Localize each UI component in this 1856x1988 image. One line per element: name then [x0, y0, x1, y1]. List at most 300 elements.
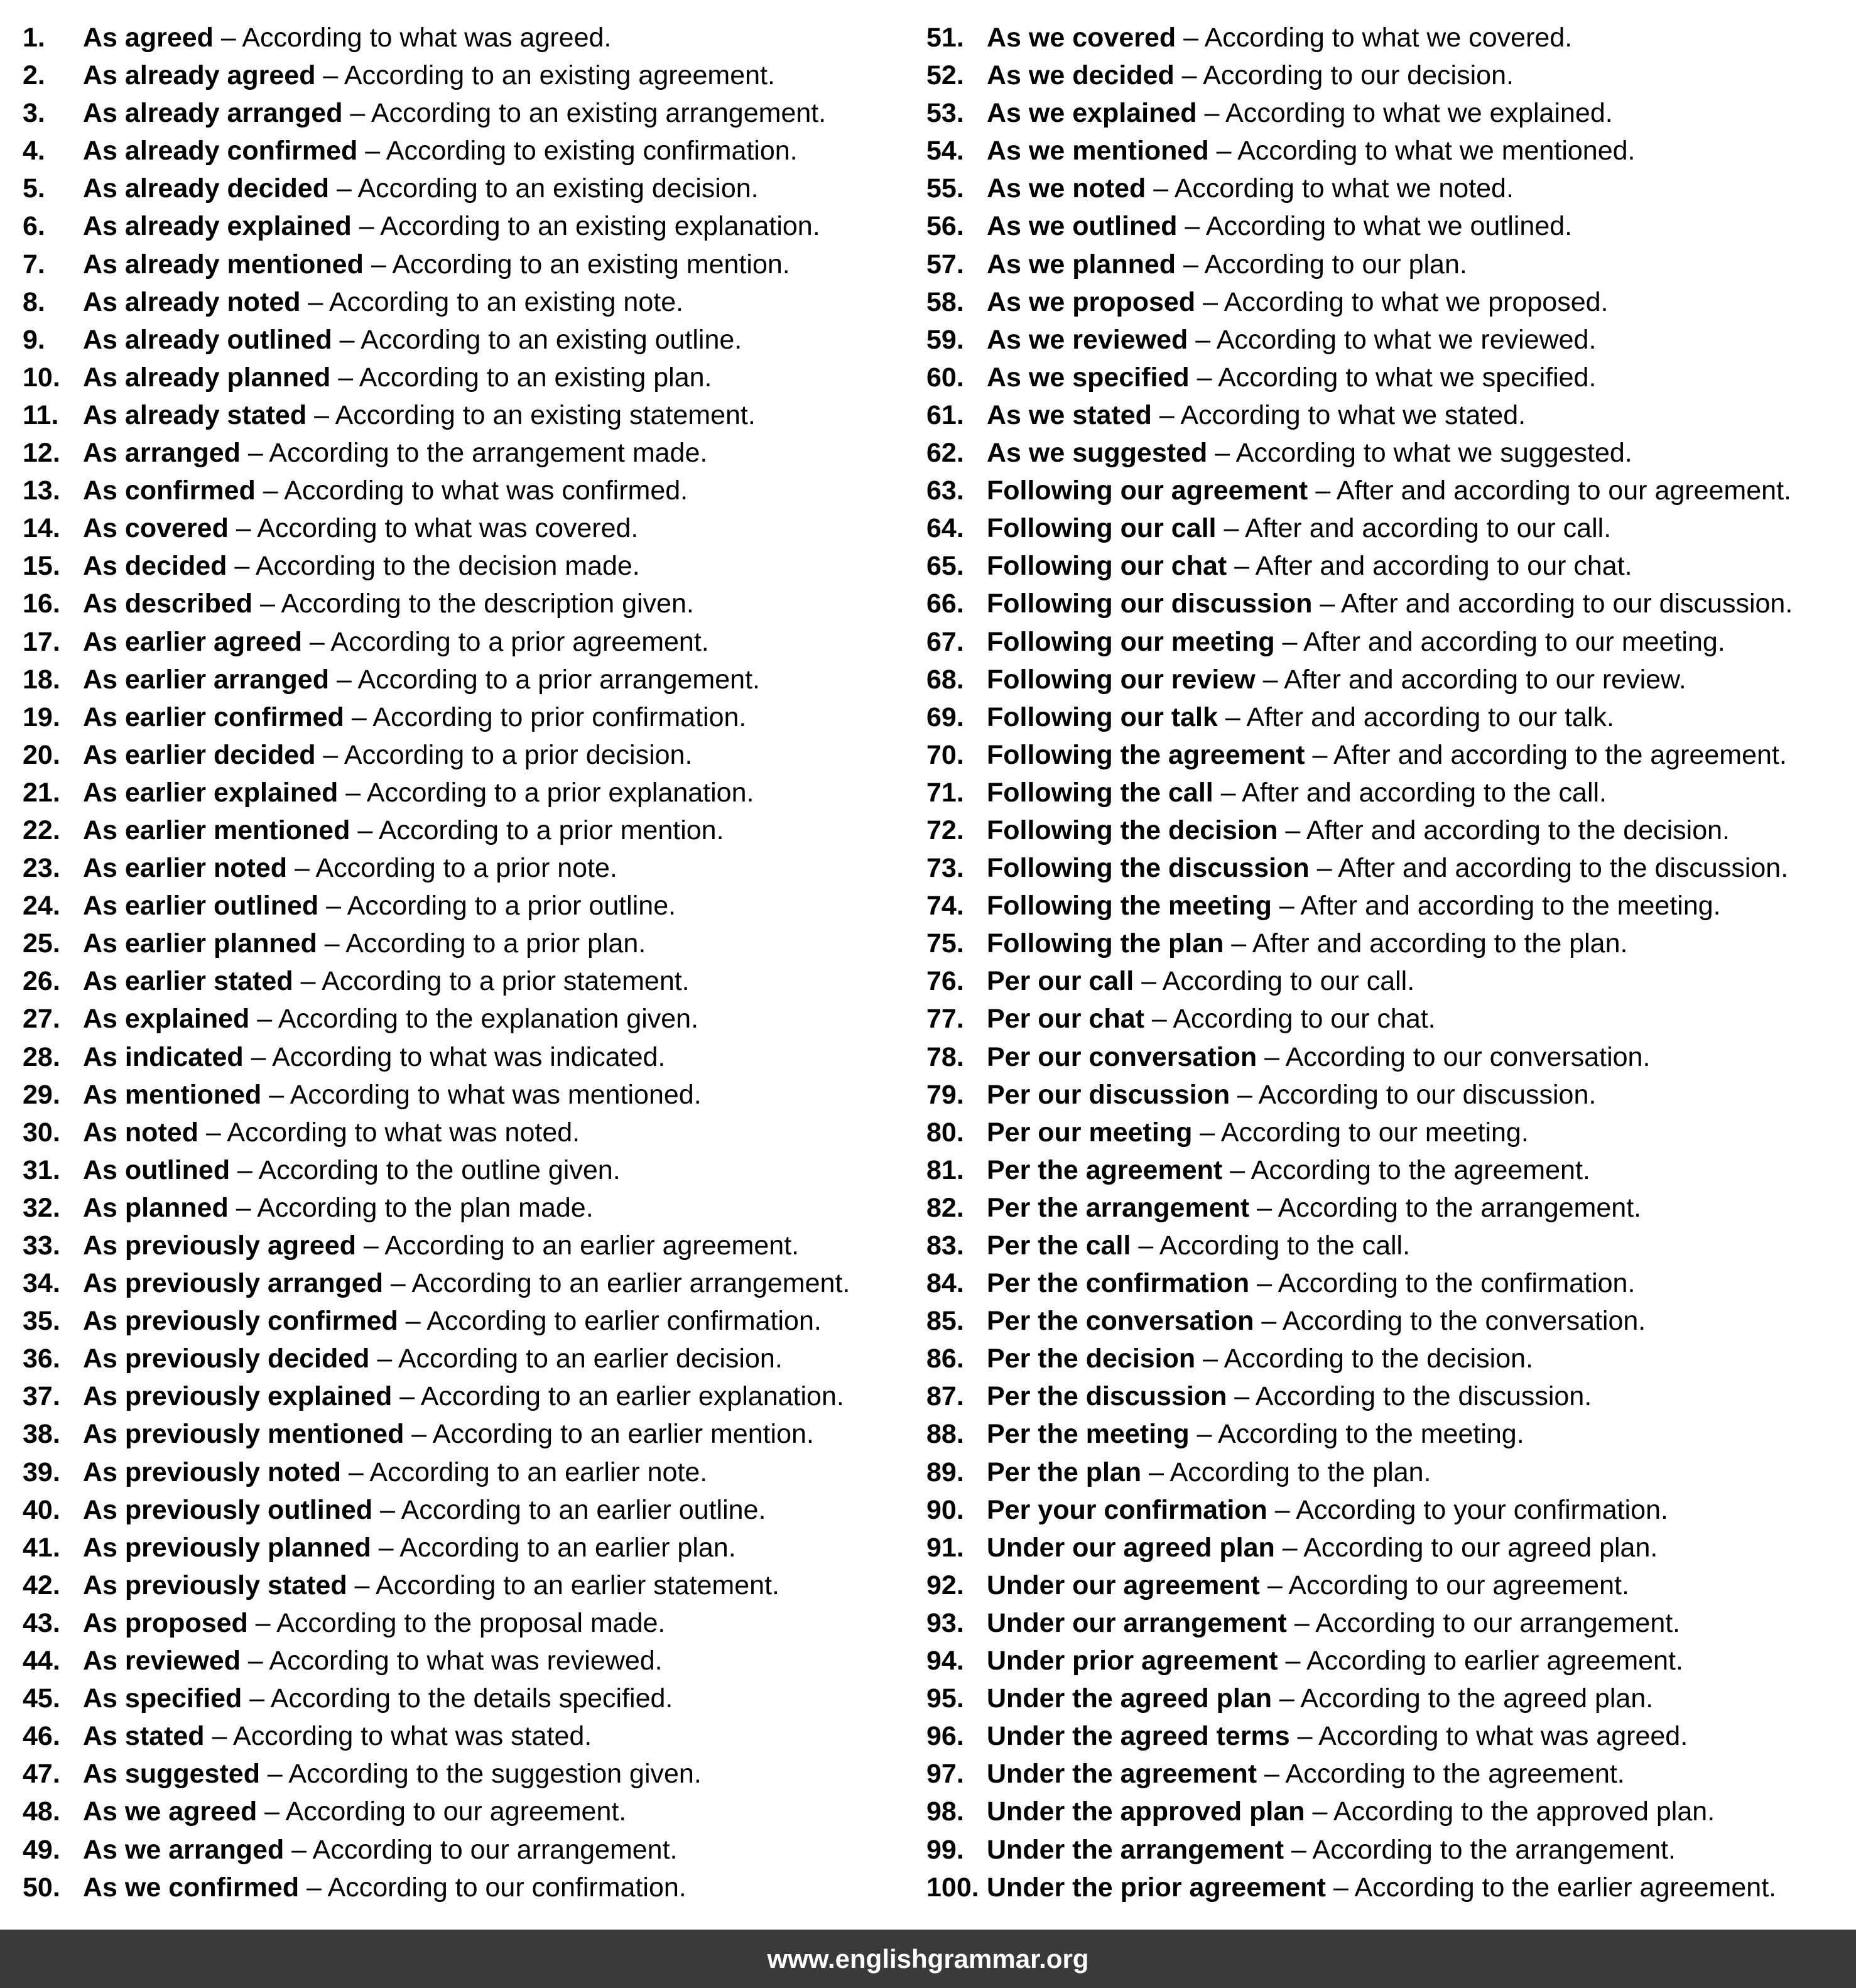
item-separator: –	[369, 1344, 398, 1374]
item-term: Per the arrangement	[987, 1192, 1250, 1223]
item-separator: –	[243, 1041, 273, 1072]
item-term: As already outlined	[83, 324, 332, 355]
footer-bar	[0, 1930, 1856, 1988]
item-definition: According to the discussion.	[1255, 1381, 1592, 1412]
list-item	[23, 1604, 914, 1642]
item-separator: –	[1305, 1796, 1333, 1827]
phrase-column-left	[23, 19, 914, 1906]
item-definition: According to our discussion.	[1258, 1079, 1597, 1110]
list-item	[23, 170, 914, 207]
item-separator: –	[1274, 1532, 1304, 1563]
list-item	[926, 1377, 1850, 1415]
item-definition: According to the agreement.	[1251, 1154, 1590, 1185]
item-number: 6.	[23, 211, 45, 242]
item-number: 17.	[23, 626, 60, 657]
item-number: 53.	[926, 98, 964, 129]
list-item	[23, 1377, 914, 1415]
item-number: 32.	[23, 1192, 60, 1223]
item-number: 60.	[926, 362, 964, 393]
item-separator: –	[249, 1004, 278, 1035]
item-term: As explained	[83, 1004, 250, 1035]
item-term: As previously mentioned	[83, 1419, 404, 1450]
list-item	[926, 1189, 1850, 1227]
item-definition: According to a prior statement.	[322, 966, 690, 997]
item-number: 13.	[23, 475, 60, 506]
item-number: 37.	[23, 1381, 60, 1412]
item-number: 72.	[926, 815, 964, 845]
item-separator: –	[1188, 324, 1217, 355]
item-number: 99.	[926, 1834, 964, 1865]
item-separator: –	[1308, 475, 1337, 506]
item-number: 51.	[926, 23, 964, 53]
item-definition: According to the conversation.	[1282, 1306, 1646, 1337]
item-number: 9.	[23, 324, 45, 355]
footer-url[interactable]: www.englishgrammar.org	[767, 1944, 1089, 1974]
item-term: As we stated	[987, 399, 1152, 430]
item-number: 76.	[926, 966, 964, 997]
item-term: Under the arrangement	[987, 1834, 1284, 1865]
list-item	[926, 396, 1850, 434]
item-definition: According to our agreed plan.	[1303, 1532, 1658, 1563]
item-term: As stated	[83, 1721, 205, 1752]
item-separator: –	[1249, 1192, 1278, 1223]
list-item	[926, 736, 1850, 774]
item-definition: According to what we mentioned.	[1237, 136, 1636, 166]
item-separator: –	[1271, 891, 1301, 921]
list-item	[23, 887, 914, 925]
item-term: Following the meeting	[987, 891, 1272, 921]
list-item	[926, 547, 1850, 585]
list-item	[926, 57, 1850, 94]
list-item	[23, 774, 914, 812]
item-number: 71.	[926, 777, 964, 808]
item-separator: –	[213, 23, 242, 53]
item-separator: –	[259, 1759, 289, 1790]
item-separator: –	[330, 362, 359, 393]
list-item	[23, 1680, 914, 1717]
item-term: As we proposed	[987, 286, 1196, 317]
list-item	[926, 509, 1850, 547]
item-number: 42.	[23, 1570, 60, 1600]
item-definition: According to what we proposed.	[1224, 286, 1609, 317]
item-separator: –	[1189, 362, 1218, 393]
item-separator: –	[1271, 1683, 1301, 1714]
item-definition: According to our conversation.	[1285, 1041, 1651, 1072]
item-number: 84.	[926, 1268, 964, 1299]
item-term: As already confirmed	[83, 136, 358, 166]
item-number: 45.	[23, 1683, 60, 1714]
item-number: 56.	[926, 211, 964, 242]
item-term: Under the approved plan	[987, 1796, 1305, 1827]
item-separator: –	[228, 513, 258, 544]
item-definition: According to what we specified.	[1218, 362, 1597, 393]
item-definition: According to the confirmation.	[1278, 1268, 1636, 1299]
item-separator: –	[1278, 1646, 1306, 1676]
item-term: As described	[83, 589, 253, 619]
item-number: 82.	[926, 1192, 964, 1223]
list-item	[23, 1567, 914, 1604]
item-definition: According to our arrangement.	[1315, 1607, 1681, 1638]
item-definition: After and according to our talk.	[1246, 702, 1614, 732]
item-definition: According to a prior mention.	[378, 815, 724, 845]
item-definition: According to the decision made.	[255, 551, 640, 582]
item-term: As earlier arranged	[83, 664, 329, 695]
item-term: Under our agreed plan	[987, 1532, 1275, 1563]
list-item	[23, 1529, 914, 1567]
item-separator: –	[293, 966, 322, 997]
list-item	[926, 585, 1850, 622]
item-term: Per our discussion	[987, 1079, 1230, 1110]
item-term: As arranged	[83, 438, 241, 469]
list-item	[23, 812, 914, 849]
item-number: 47.	[23, 1759, 60, 1790]
item-term: As outlined	[83, 1154, 231, 1185]
item-number: 57.	[926, 249, 964, 280]
item-term: Following our talk	[987, 702, 1218, 732]
item-term: As already noted	[83, 286, 301, 317]
item-separator: –	[240, 1646, 269, 1676]
item-term: As decided	[83, 551, 227, 582]
item-definition: According to a prior outline.	[347, 891, 676, 921]
item-number: 75.	[926, 928, 964, 959]
list-item	[926, 1264, 1850, 1302]
list-item	[926, 359, 1850, 396]
item-number: 61.	[926, 399, 964, 430]
item-definition: According to what was mentioned.	[290, 1079, 702, 1110]
item-separator: –	[338, 777, 367, 808]
item-number: 80.	[926, 1117, 964, 1148]
item-term: As already decided	[83, 173, 329, 204]
item-number: 26.	[23, 966, 60, 997]
item-term: Following our call	[987, 513, 1217, 544]
item-number: 79.	[926, 1079, 964, 1110]
item-definition: According to earlier agreement.	[1306, 1646, 1683, 1676]
item-separator: –	[392, 1381, 421, 1412]
item-separator: –	[1255, 664, 1284, 695]
list-item	[23, 849, 914, 887]
item-term: As already mentioned	[83, 249, 364, 280]
item-definition: According to what was confirmed.	[284, 475, 688, 506]
item-definition: According to the plan made.	[257, 1192, 594, 1223]
item-separator: –	[1174, 60, 1203, 91]
item-definition: According to a prior note.	[315, 853, 617, 884]
item-separator: –	[1227, 1381, 1256, 1412]
list-item	[23, 1717, 914, 1755]
item-number: 7.	[23, 249, 45, 280]
item-number: 23.	[23, 853, 60, 884]
list-item	[23, 1151, 914, 1189]
item-separator: –	[332, 324, 361, 355]
list-item	[926, 1491, 1850, 1529]
item-number: 4.	[23, 136, 45, 166]
item-term: As previously explained	[83, 1381, 393, 1412]
item-term: Per the meeting	[987, 1419, 1190, 1450]
item-term: As earlier outlined	[83, 891, 319, 921]
list-item	[23, 1000, 914, 1038]
item-definition: According to the suggestion given.	[288, 1759, 702, 1790]
item-definition: According to our plan.	[1204, 249, 1467, 280]
item-definition: After and according to the discussion.	[1338, 853, 1789, 884]
item-term: As earlier mentioned	[83, 815, 350, 845]
item-term: Under the agreement	[987, 1759, 1257, 1790]
item-term: As we decided	[987, 60, 1175, 91]
item-separator: –	[1134, 966, 1163, 997]
item-number: 49.	[23, 1834, 60, 1865]
item-separator: –	[404, 1419, 433, 1450]
item-term: Following the decision	[987, 815, 1278, 845]
item-number: 64.	[926, 513, 964, 544]
phrase-list	[0, 19, 1856, 1903]
item-number: 81.	[926, 1154, 964, 1185]
item-definition: According to what was stated.	[233, 1721, 592, 1752]
item-number: 88.	[926, 1419, 964, 1450]
list-item	[926, 887, 1850, 925]
item-definition: According to the meeting.	[1218, 1419, 1524, 1450]
item-separator: –	[247, 1607, 277, 1638]
item-number: 87.	[926, 1381, 964, 1412]
item-number: 85.	[926, 1306, 964, 1337]
list-item	[23, 396, 914, 434]
item-definition: According to what we noted.	[1174, 173, 1514, 204]
item-separator: –	[1216, 513, 1245, 544]
list-item	[23, 962, 914, 1000]
item-term: Following the discussion	[987, 853, 1310, 884]
item-term: As we confirmed	[83, 1872, 300, 1903]
list-item	[926, 283, 1850, 321]
item-term: As already arranged	[83, 98, 343, 129]
list-item	[23, 623, 914, 661]
list-item	[23, 94, 914, 132]
item-term: As earlier explained	[83, 777, 339, 808]
list-item	[23, 661, 914, 698]
item-term: As already planned	[83, 362, 331, 393]
item-number: 63.	[926, 475, 964, 506]
list-item	[926, 1340, 1850, 1377]
list-item	[926, 812, 1850, 849]
item-number: 70.	[926, 739, 964, 770]
item-term: As planned	[83, 1192, 229, 1223]
item-separator: –	[1192, 1117, 1221, 1148]
item-definition: According to an earlier note.	[369, 1457, 708, 1487]
phrase-column-right	[926, 19, 1850, 1906]
item-definition: According to an existing outline.	[361, 324, 742, 355]
item-definition: According to the arrangement made.	[269, 438, 708, 469]
list-item	[926, 1415, 1850, 1453]
item-separator: –	[1278, 815, 1306, 845]
item-separator: –	[1189, 1419, 1218, 1450]
item-definition: According to what we outlined.	[1205, 211, 1573, 242]
item-term: As already explained	[83, 211, 352, 242]
item-term: As we mentioned	[987, 136, 1209, 166]
item-term: As confirmed	[83, 475, 256, 506]
item-definition: According to an earlier statement.	[376, 1570, 779, 1600]
item-term: Under our agreement	[987, 1570, 1260, 1600]
list-item	[926, 849, 1850, 887]
item-separator: –	[1222, 1154, 1251, 1185]
item-number: 34.	[23, 1268, 60, 1299]
item-definition: According to the explanation given.	[278, 1004, 699, 1035]
item-definition: According to an existing note.	[328, 286, 684, 317]
item-definition: After and according to the plan.	[1252, 928, 1628, 959]
item-definition: According to the agreed plan.	[1300, 1683, 1654, 1714]
list-item	[926, 132, 1850, 170]
item-separator: –	[328, 173, 358, 204]
item-term: Under our arrangement	[987, 1607, 1287, 1638]
item-separator: –	[357, 136, 386, 166]
item-term: Following our review	[987, 664, 1256, 695]
item-term: As previously stated	[83, 1570, 347, 1600]
item-number: 33.	[23, 1230, 60, 1261]
item-definition: According to what was agreed.	[1318, 1721, 1688, 1752]
item-number: 31.	[23, 1154, 60, 1185]
list-item	[23, 283, 914, 321]
item-separator: –	[299, 1872, 328, 1903]
item-term: As previously noted	[83, 1457, 341, 1487]
item-number: 27.	[23, 1004, 60, 1035]
item-term: Under the prior agreement	[987, 1872, 1326, 1903]
item-definition: According to the description given.	[281, 589, 694, 619]
item-definition: According to what we stated.	[1180, 399, 1526, 430]
item-term: As we reviewed	[987, 324, 1188, 355]
item-separator: –	[1259, 1570, 1289, 1600]
item-separator: –	[342, 98, 371, 129]
item-term: Per the call	[987, 1230, 1131, 1261]
item-separator: –	[344, 702, 373, 732]
item-definition: According to your confirmation.	[1296, 1494, 1668, 1525]
item-separator: –	[1227, 551, 1256, 582]
list-item	[23, 1755, 914, 1793]
item-term: Per the plan	[987, 1457, 1142, 1487]
item-definition: According to a prior agreement.	[330, 626, 709, 657]
list-item	[926, 1680, 1850, 1717]
list-item	[23, 1076, 914, 1114]
item-definition: According to our agreement.	[285, 1796, 627, 1827]
item-number: 74.	[926, 891, 964, 921]
list-item	[926, 207, 1850, 245]
item-definition: According to what was reviewed.	[269, 1646, 663, 1676]
item-term: As indicated	[83, 1041, 244, 1072]
list-item	[23, 547, 914, 585]
item-term: As we explained	[987, 98, 1197, 129]
item-number: 16.	[23, 589, 60, 619]
item-definition: According to an existing agreement.	[344, 60, 775, 91]
item-term: Under prior agreement	[987, 1646, 1278, 1676]
list-item	[926, 19, 1850, 57]
item-number: 25.	[23, 928, 60, 959]
item-number: 10.	[23, 362, 60, 393]
item-separator: –	[1146, 173, 1175, 204]
item-term: Per the conversation	[987, 1306, 1254, 1337]
item-definition: According to what we suggested.	[1235, 438, 1632, 469]
item-definition: According to an existing arrangement.	[371, 98, 827, 129]
list-item	[926, 1151, 1850, 1189]
item-term: Following the plan	[987, 928, 1224, 959]
item-separator: –	[1151, 399, 1181, 430]
item-number: 52.	[926, 60, 964, 91]
item-definition: According to prior confirmation.	[372, 702, 747, 732]
item-definition: According to the proposal made.	[276, 1607, 666, 1638]
item-separator: –	[383, 1268, 412, 1299]
item-number: 44.	[23, 1646, 60, 1676]
list-item	[23, 1189, 914, 1227]
item-term: As noted	[83, 1117, 198, 1148]
item-definition: According to an earlier arrangement.	[411, 1268, 850, 1299]
item-definition: According to what we reviewed.	[1216, 324, 1597, 355]
item-number: 69.	[926, 702, 964, 732]
item-number: 46.	[23, 1721, 60, 1752]
list-item	[926, 1717, 1850, 1755]
list-item	[926, 472, 1850, 509]
item-definition: According to our confirmation.	[327, 1872, 687, 1903]
list-item	[23, 1415, 914, 1453]
item-definition: According to a prior arrangement.	[357, 664, 760, 695]
item-term: Per the confirmation	[987, 1268, 1250, 1299]
item-term: Per the agreement	[987, 1154, 1223, 1185]
item-definition: According to the call.	[1159, 1230, 1411, 1261]
item-separator: –	[1141, 1457, 1170, 1487]
item-definition: According to an earlier outline.	[401, 1494, 766, 1525]
list-item	[926, 774, 1850, 812]
list-item	[23, 19, 914, 57]
item-term: As agreed	[83, 23, 214, 53]
item-separator: –	[1257, 1759, 1286, 1790]
item-definition: According to a prior explanation.	[366, 777, 754, 808]
list-item	[23, 1114, 914, 1151]
item-separator: –	[1217, 702, 1247, 732]
item-definition: According to an earlier agreement.	[384, 1230, 800, 1261]
item-definition: According to the approved plan.	[1333, 1796, 1715, 1827]
item-number: 66.	[926, 589, 964, 619]
item-number: 2.	[23, 60, 45, 91]
list-item	[926, 698, 1850, 736]
item-separator: –	[1197, 98, 1226, 129]
item-definition: According to an earlier explanation.	[420, 1381, 844, 1412]
list-item	[23, 57, 914, 94]
list-item	[23, 1038, 914, 1076]
item-term: As covered	[83, 513, 229, 544]
item-separator: –	[1257, 1041, 1286, 1072]
item-number: 98.	[926, 1796, 964, 1827]
item-definition: According to the arrangement.	[1312, 1834, 1676, 1865]
item-term: Under the agreed plan	[987, 1683, 1272, 1714]
item-number: 55.	[926, 173, 964, 204]
item-definition: According to our chat.	[1173, 1004, 1436, 1035]
item-separator: –	[328, 664, 358, 695]
item-number: 36.	[23, 1344, 60, 1374]
item-number: 91.	[926, 1532, 964, 1563]
item-number: 29.	[23, 1079, 60, 1110]
item-term: As previously planned	[83, 1532, 371, 1563]
item-definition: According to our call.	[1162, 966, 1415, 997]
item-definition: According to a prior plan.	[345, 928, 646, 959]
item-number: 43.	[23, 1607, 60, 1638]
item-number: 92.	[926, 1570, 964, 1600]
item-definition: After and according to our review.	[1284, 664, 1686, 695]
item-term: Per our chat	[987, 1004, 1144, 1035]
item-term: Per our call	[987, 966, 1134, 997]
list-item	[926, 321, 1850, 359]
item-separator: –	[1208, 136, 1238, 166]
item-number: 78.	[926, 1041, 964, 1072]
item-separator: –	[1284, 1834, 1313, 1865]
item-definition: According to an existing mention.	[392, 249, 790, 280]
list-item	[23, 321, 914, 359]
item-term: Per our conversation	[987, 1041, 1257, 1072]
item-term: As specified	[83, 1683, 242, 1714]
item-number: 21.	[23, 777, 60, 808]
item-term: Following our agreement	[987, 475, 1308, 506]
item-separator: –	[350, 815, 379, 845]
